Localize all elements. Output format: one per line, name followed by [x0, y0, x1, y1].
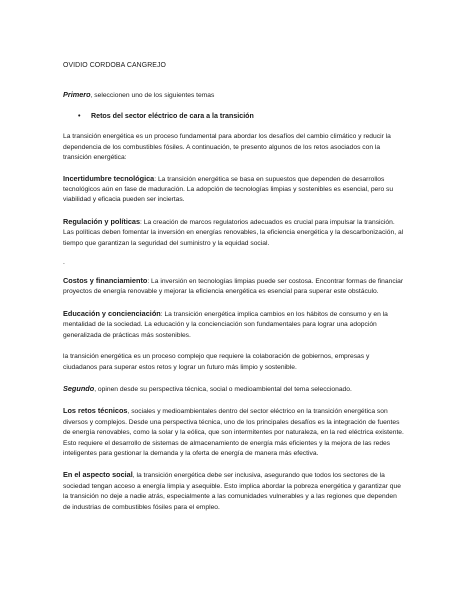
primero-instruction	[63, 90, 404, 101]
section-costos	[63, 276, 404, 298]
segundo-label: Segundo	[63, 383, 95, 393]
intro-paragraph: La transición energética es un proceso fundamental para abordar los desafíos del cambio climático y reducir la dependencia de los combustibles fósiles. A continuación, te presento algunos de los retos asociados con la transición energética:	[63, 133, 391, 162]
retos-tecnicos-text: , sociales y medioambientales dentro del sector eléctrico en la transición energética son diversos y complejos. Desde una perspectiva técnica, uno de los principales desafíos es la integración de fuentes de energía renovables, como la solar y la eólica, que son intermitentes por naturaleza, en la red eléctrica existente. Esto requiere el desarrollo de sistemas de almacenamiento de energía más eficientes y la mejora de las redes inteligentes para gestionar la demanda y la oferta de energía de manera más efectiva.	[63, 408, 404, 457]
section-text: : La transición energética se basa en supuestos que dependen de desarrollos tecnológicos aún en fase de maduración. La adopción de tecnologías limpias y sostenibles es esencial, pero su viabilidad y eficacia pueden ser inciertas.	[63, 175, 394, 204]
section-heading: Educación y concienciación	[63, 308, 161, 318]
topic-bullet	[63, 112, 404, 120]
section-educacion	[63, 309, 404, 341]
section-text: : La inversión en tecnologías limpias puede ser costosa. Encontrar formas de financiar proyectos de energía renovable y mejorar la eficiencia energética es esencial para superar este obstáculo.	[63, 278, 404, 296]
stray-dot: .	[63, 259, 65, 267]
section-regulacion	[63, 217, 404, 249]
primero-text: , seleccionen uno de los siguientes temas	[90, 92, 215, 99]
segundo-instruction	[63, 384, 404, 395]
section-heading: Regulación y políticas	[63, 216, 141, 226]
segundo-text: , opinen desde su perspectiva técnica, social o medioambiental del tema seleccionado.	[94, 385, 352, 393]
aspecto-social-paragraph	[63, 470, 404, 513]
section-text: : La transición energética implica cambios en los hábitos de consumo y en la mentalidad de la sociedad. La educación y la concienciación son fundamentales para lograr una adopción generalizada de prácticas más sostenibles.	[63, 310, 388, 339]
aspecto-social-heading: En el aspecto social	[63, 470, 133, 480]
author-name: OVIDIO CORDOBA CANGREJO	[63, 62, 166, 69]
retos-tecnicos-paragraph	[63, 406, 404, 459]
bullet-icon: •	[78, 112, 81, 121]
section-heading: Incertidumbre tecnológica	[63, 173, 155, 183]
primero-label: Primero	[63, 90, 91, 99]
topic-title: Retos del sector eléctrico de cara a la transición	[91, 112, 254, 121]
aspecto-social-text: , la transición energética debe ser inclusiva, asegurando que todos los sectores de la sociedad tengan acceso a energía limpia y asequible. Esto implica abordar la pobreza energética y garantizar que la transición no deje a nadie atrás, especialmente a las comunidades vulnerables y a las regiones que dependen de industrias de combustibles fósiles para el empleo.	[63, 472, 401, 511]
section-incertidumbre	[63, 174, 404, 206]
section-heading: Costos y financiamiento	[63, 276, 148, 286]
retos-tecnicos-heading: Los retos técnicos	[63, 406, 128, 416]
section-text: : La creación de marcos regulatorios adecuados es crucial para impulsar la transición. Las políticas deben fomentar la inversión en energías renovables, la eficiencia energética y la descarbonización, al tiempo que garantizan la seguridad del suministro y la equidad social.	[63, 218, 404, 247]
summary-paragraph: la transición energética es un proceso complejo que requiere la colaboración de gobiernos, empresas y ciudadanos para superar estos retos y lograr un futuro más limpio y sostenible.	[63, 353, 370, 371]
